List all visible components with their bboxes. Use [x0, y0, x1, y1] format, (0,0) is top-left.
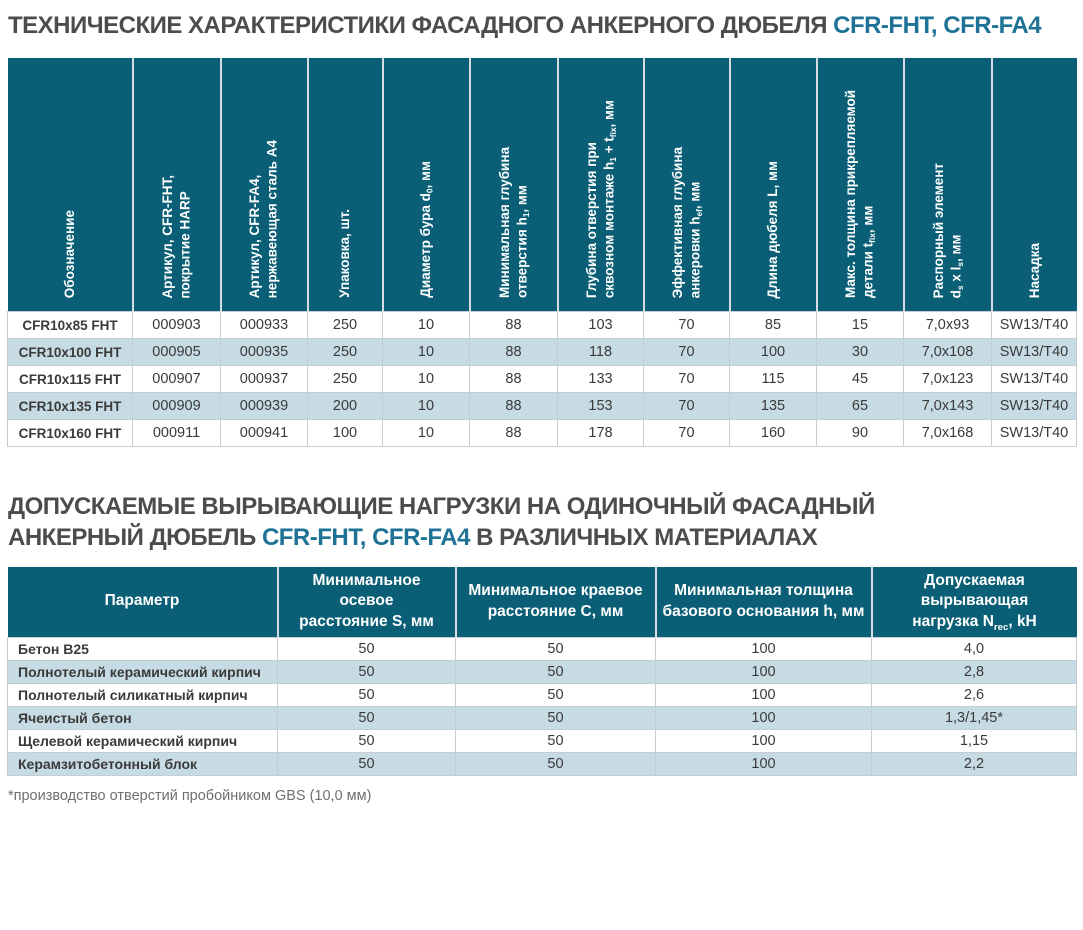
specs-cell: 7,0x168 — [904, 420, 992, 447]
specs-col-header-label: Минимальная глубина отверстия $h_1$, мм — [496, 147, 532, 299]
loads-title-product-accent: CFR-FHT, CFR-FA4 — [261, 524, 470, 552]
specs-row-label: CFR10x100 FHT — [8, 339, 133, 366]
loads-cell: 100 — [656, 638, 872, 661]
specs-section-title — [8, 10, 1076, 41]
specs-table-row — [8, 366, 1077, 393]
specs-col-header-label: Упаковка, шт. — [337, 209, 353, 299]
specs-cell: 000935 — [221, 339, 308, 366]
specs-col-header-label: Артикул, CFR-FHT, покрытие HARP — [159, 174, 193, 299]
loads-cell: 50 — [278, 661, 456, 684]
specs-cell: SW13/T40 — [992, 339, 1077, 366]
specs-cell: 65 — [817, 393, 904, 420]
specs-cell: 7,0x93 — [904, 312, 992, 339]
specs-cell: 153 — [558, 393, 644, 420]
specs-cell: 70 — [644, 339, 730, 366]
specs-cell: 88 — [470, 366, 558, 393]
specs-cell: 000939 — [221, 393, 308, 420]
loads-cell: 50 — [278, 707, 456, 730]
specs-cell: 10 — [383, 420, 470, 447]
specs-cell: 200 — [308, 393, 383, 420]
specs-col-header-label: Глубина отверстия при сквозном монтаже $h_1 + t_{fix}$, мм — [583, 100, 619, 299]
specs-cell: 000933 — [221, 312, 308, 339]
specs-table-row — [8, 312, 1077, 339]
specs-cell: 70 — [644, 312, 730, 339]
specs-col-header-label: Диаметр бура $d_0$, мм — [418, 161, 435, 299]
specs-row-label: CFR10x85 FHT — [8, 312, 133, 339]
specs-table-row — [8, 420, 1077, 447]
loads-cell: 1,3/1,45* — [872, 707, 1077, 730]
specs-cell: 000903 — [133, 312, 221, 339]
specs-cell: 178 — [558, 420, 644, 447]
specs-cell: 000905 — [133, 339, 221, 366]
loads-cell: 4,0 — [872, 638, 1077, 661]
specs-col-header — [992, 58, 1077, 312]
specs-col-header — [904, 58, 992, 312]
loads-cell: 100 — [656, 753, 872, 776]
specs-col-header — [383, 58, 470, 312]
specs-cell: 7,0x123 — [904, 366, 992, 393]
specs-cell: 70 — [644, 420, 730, 447]
specs-col-header — [644, 58, 730, 312]
loads-row-label: Щелевой керамический кирпич — [8, 730, 278, 753]
specs-cell: 88 — [470, 393, 558, 420]
specs-cell: 88 — [470, 420, 558, 447]
specs-table-header-row — [8, 58, 1077, 312]
loads-cell: 50 — [456, 661, 656, 684]
specs-cell: 15 — [817, 312, 904, 339]
specs-col-header — [308, 58, 383, 312]
loads-table-body — [8, 638, 1077, 776]
specs-cell: 70 — [644, 393, 730, 420]
loads-title-post: В РАЗЛИЧНЫХ МАТЕРИАЛАХ — [469, 524, 818, 552]
specs-cell: SW13/T40 — [992, 420, 1077, 447]
loads-cell: 50 — [278, 638, 456, 661]
specs-cell: 000907 — [133, 366, 221, 393]
loads-row-label: Керамзитобетонный блок — [8, 753, 278, 776]
loads-row-label: Ячеистый бетон — [8, 707, 278, 730]
loads-cell: 50 — [278, 684, 456, 707]
loads-table-row — [8, 730, 1077, 753]
specs-col-header-label: Длина дюбеля L, мм — [765, 160, 781, 299]
specs-col-header-label: Макс. толщина прикрепляемой детали $t_{fix}$, мм — [843, 90, 878, 299]
footnote: *производство отверстий пробойником GBS (10,0 мм) — [8, 788, 372, 805]
loads-row-label: Полнотелый силикатный кирпич — [8, 684, 278, 707]
specs-col-header — [8, 58, 133, 312]
specs-cell: 70 — [644, 366, 730, 393]
specs-title-text: ТЕХНИЧЕСКИЕ ХАРАКТЕРИСТИКИ ФАСАДНОГО АНКЕРНОГО ДЮБЕЛЯ — [8, 12, 834, 39]
loads-table-header-row — [8, 567, 1077, 638]
specs-cell: 10 — [383, 339, 470, 366]
loads-table-row — [8, 753, 1077, 776]
specs-cell: 100 — [308, 420, 383, 447]
loads-row-label: Бетон В25 — [8, 638, 278, 661]
loads-table-row — [8, 638, 1077, 661]
loads-title-pre: ДОПУСКАЕМЫЕ ВЫРЫВАЮЩИЕ НАГРУЗКИ НА ОДИНОЧНЫЙ ФАСАДНЫЙ АНКЕРНЫЙ ДЮБЕЛЬ — [8, 493, 875, 552]
specs-cell: SW13/T40 — [992, 312, 1077, 339]
loads-cell: 100 — [656, 730, 872, 753]
specs-cell: 30 — [817, 339, 904, 366]
loads-cell: 2,2 — [872, 753, 1077, 776]
specs-cell: 133 — [558, 366, 644, 393]
loads-cell: 50 — [456, 684, 656, 707]
loads-col-header: Допускаемая вырывающая нагрузка $N_{rec}$, kH — [872, 567, 1077, 638]
specs-col-header — [221, 58, 308, 312]
specs-col-header — [558, 58, 644, 312]
loads-row-label: Полнотелый керамический кирпич — [8, 661, 278, 684]
loads-cell: 50 — [456, 753, 656, 776]
loads-cell: 50 — [278, 753, 456, 776]
loads-cell: 100 — [656, 707, 872, 730]
specs-table-row — [8, 339, 1077, 366]
specs-col-header — [730, 58, 817, 312]
loads-cell: 50 — [278, 730, 456, 753]
specs-cell: 85 — [730, 312, 817, 339]
specs-cell: 250 — [308, 312, 383, 339]
loads-cell: 50 — [456, 638, 656, 661]
specs-cell: 000937 — [221, 366, 308, 393]
specs-row-label: CFR10x135 FHT — [8, 393, 133, 420]
specs-cell: 90 — [817, 420, 904, 447]
specs-cell: 118 — [558, 339, 644, 366]
specs-row-label: CFR10x160 FHT — [8, 420, 133, 447]
loads-col-header: Минимальная толщина базового основания h, мм — [656, 567, 872, 638]
specs-col-header-label: Обозначение — [61, 209, 77, 299]
specs-col-header — [470, 58, 558, 312]
specs-cell: 45 — [817, 366, 904, 393]
loads-col-header: Параметр — [8, 567, 278, 638]
loads-cell: 100 — [656, 661, 872, 684]
loads-cell: 50 — [456, 730, 656, 753]
specs-cell: 10 — [383, 393, 470, 420]
specs-col-header-label: Насадка — [1026, 242, 1042, 299]
specs-cell: 115 — [730, 366, 817, 393]
loads-cell: 100 — [656, 684, 872, 707]
loads-section-title — [8, 491, 1076, 553]
loads-table-row — [8, 684, 1077, 707]
specs-title-product-accent: CFR-FHT, CFR-FA4 — [833, 12, 1042, 39]
specs-cell: 135 — [730, 393, 817, 420]
specs-table — [7, 58, 1077, 447]
specs-cell: 10 — [383, 312, 470, 339]
specs-cell: 000909 — [133, 393, 221, 420]
specs-cell: 88 — [470, 339, 558, 366]
specs-cell: 160 — [730, 420, 817, 447]
specs-col-header — [817, 58, 904, 312]
loads-col-header: Минимальное осевое расстояние S, мм — [278, 567, 456, 638]
specs-cell: 250 — [308, 366, 383, 393]
specs-col-header-label: Артикул, CFR-FA4, нержавеющая сталь А4 — [247, 139, 280, 299]
specs-row-label: CFR10x115 FHT — [8, 366, 133, 393]
specs-col-header — [133, 58, 221, 312]
loads-table-row — [8, 707, 1077, 730]
specs-cell: 000911 — [133, 420, 221, 447]
loads-cell: 1,15 — [872, 730, 1077, 753]
specs-cell: SW13/T40 — [992, 366, 1077, 393]
specs-cell: 100 — [730, 339, 817, 366]
loads-table — [7, 567, 1077, 777]
specs-cell: SW13/T40 — [992, 393, 1077, 420]
loads-cell: 2,6 — [872, 684, 1077, 707]
specs-cell: 000941 — [221, 420, 308, 447]
specs-col-header-label: Эффективная глубина анкеровки $h_{ef}$, мм — [669, 146, 705, 299]
specs-cell: 250 — [308, 339, 383, 366]
specs-cell: 10 — [383, 366, 470, 393]
loads-col-header: Минимальное краевое расстояние C, мм — [456, 567, 656, 638]
specs-col-header-label: Распорный элемент $d_s$ x $l_s$, мм — [930, 162, 966, 299]
specs-table-body — [8, 312, 1077, 447]
specs-cell: 7,0x108 — [904, 339, 992, 366]
datasheet-page — [7, 10, 1076, 804]
specs-cell: 7,0x143 — [904, 393, 992, 420]
specs-cell: 88 — [470, 312, 558, 339]
loads-cell: 50 — [456, 707, 656, 730]
specs-cell: 103 — [558, 312, 644, 339]
loads-cell: 2,8 — [872, 661, 1077, 684]
specs-table-row — [8, 393, 1077, 420]
loads-table-row — [8, 661, 1077, 684]
